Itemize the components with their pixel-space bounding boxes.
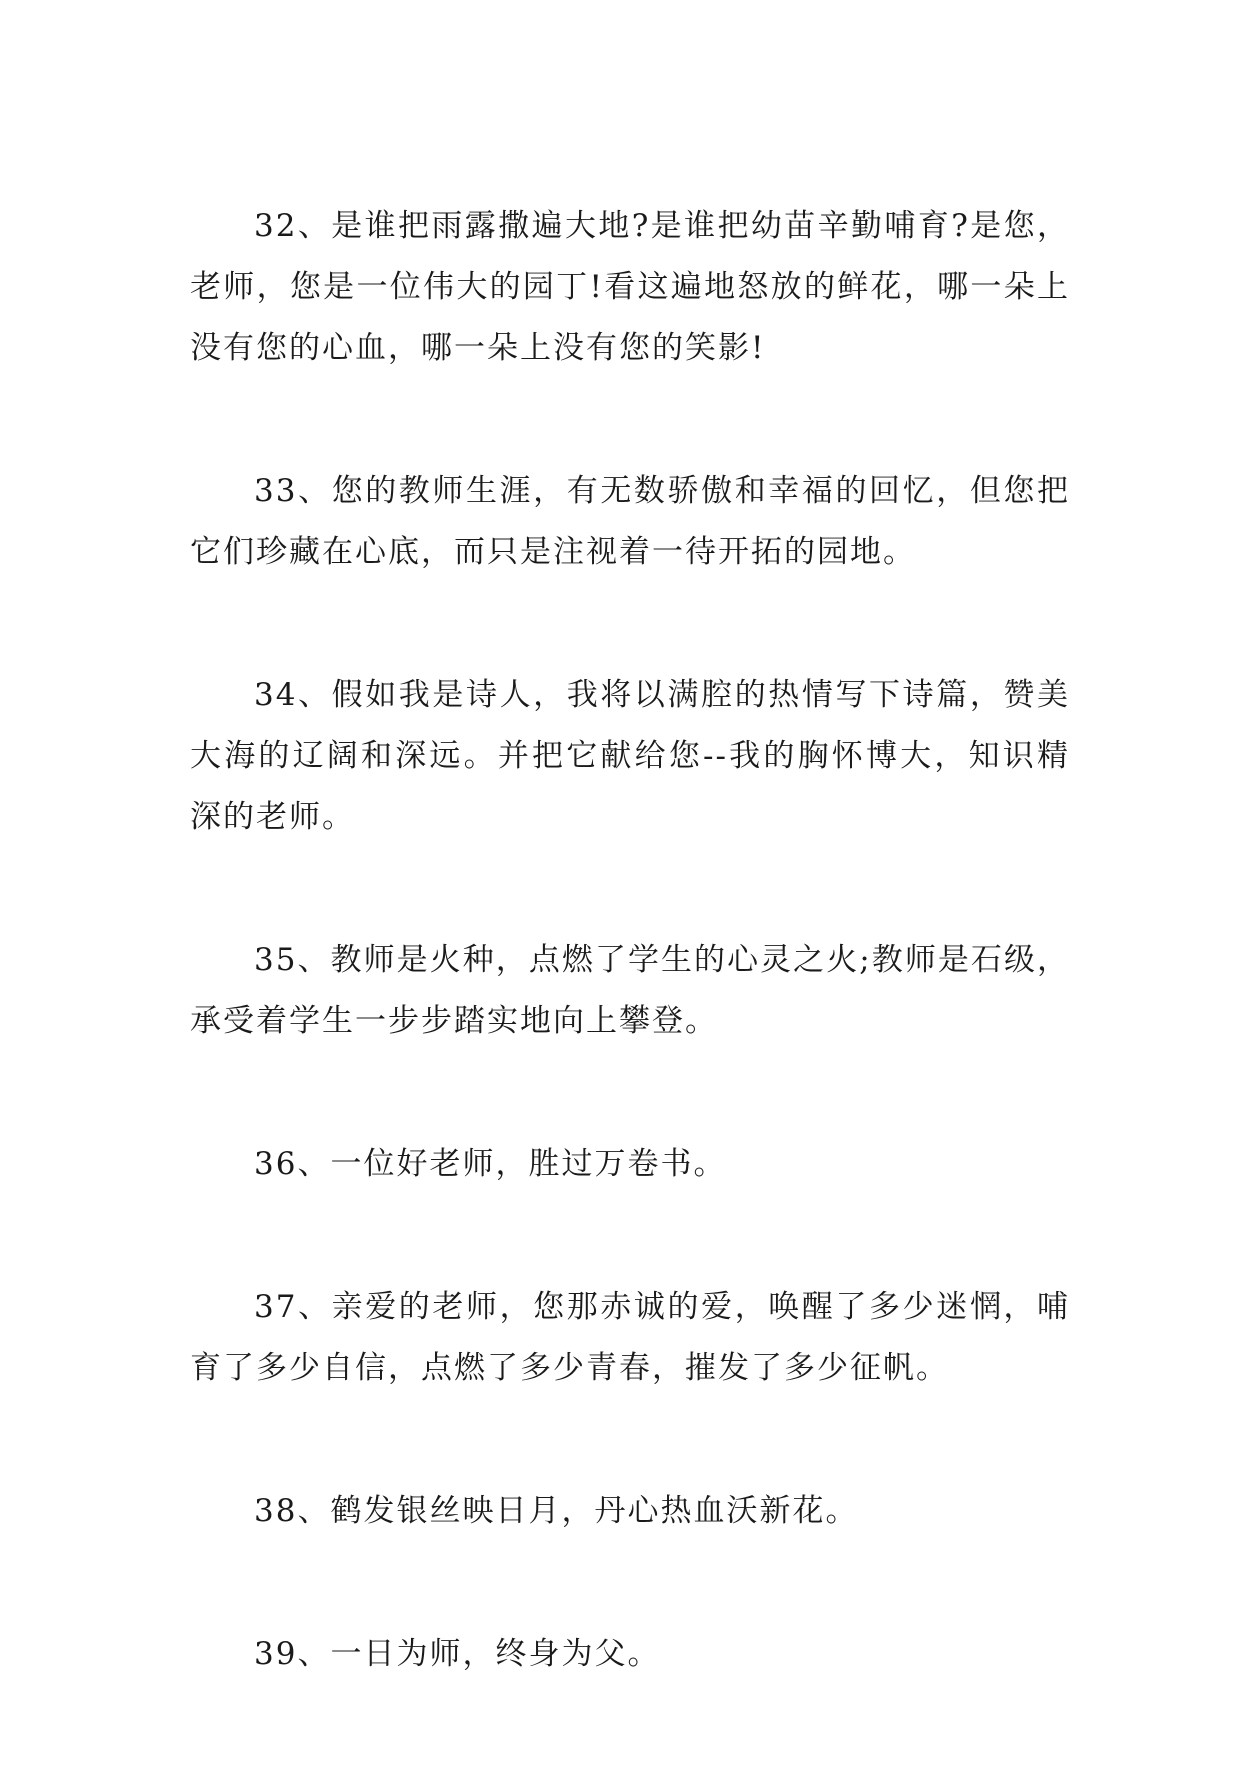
paragraph-33: 33、您的教师生涯，有无数骄傲和幸福的回忆，但您把它们珍藏在心底，而只是注视着一待开拓的园地。 [190, 473, 1070, 570]
paragraph-36: 36、一位好老师，胜过万卷书。 [254, 1146, 727, 1182]
paragraph-35: 35、教师是火种，点燃了学生的心灵之火;教师是石级，承受着学生一步步踏实地向上攀登。 [190, 942, 1070, 1039]
document-body [190, 196, 1070, 1767]
paragraph-38: 38、鹤发银丝映日月，丹心热血沃新花。 [254, 1493, 859, 1529]
paragraph-37: 37、亲爱的老师，您那赤诚的爱，唤醒了多少迷惘，哺育了多少自信，点燃了多少青春，摧发了多少征帆。 [190, 1289, 1070, 1386]
paragraph-34: 34、假如我是诗人，我将以满腔的热情写下诗篇，赞美大海的辽阔和深远。并把它献给您--我的胸怀博大，知识精深的老师。 [190, 677, 1070, 835]
paragraph-32: 32、是谁把雨露撒遍大地?是谁把幼苗辛勤哺育?是您，老师，您是一位伟大的园丁!看这遍地怒放的鲜花，哪一朵上没有您的心血，哪一朵上没有您的笑影! [190, 208, 1070, 366]
paragraph-39: 39、一日为师，终身为父。 [254, 1636, 661, 1672]
